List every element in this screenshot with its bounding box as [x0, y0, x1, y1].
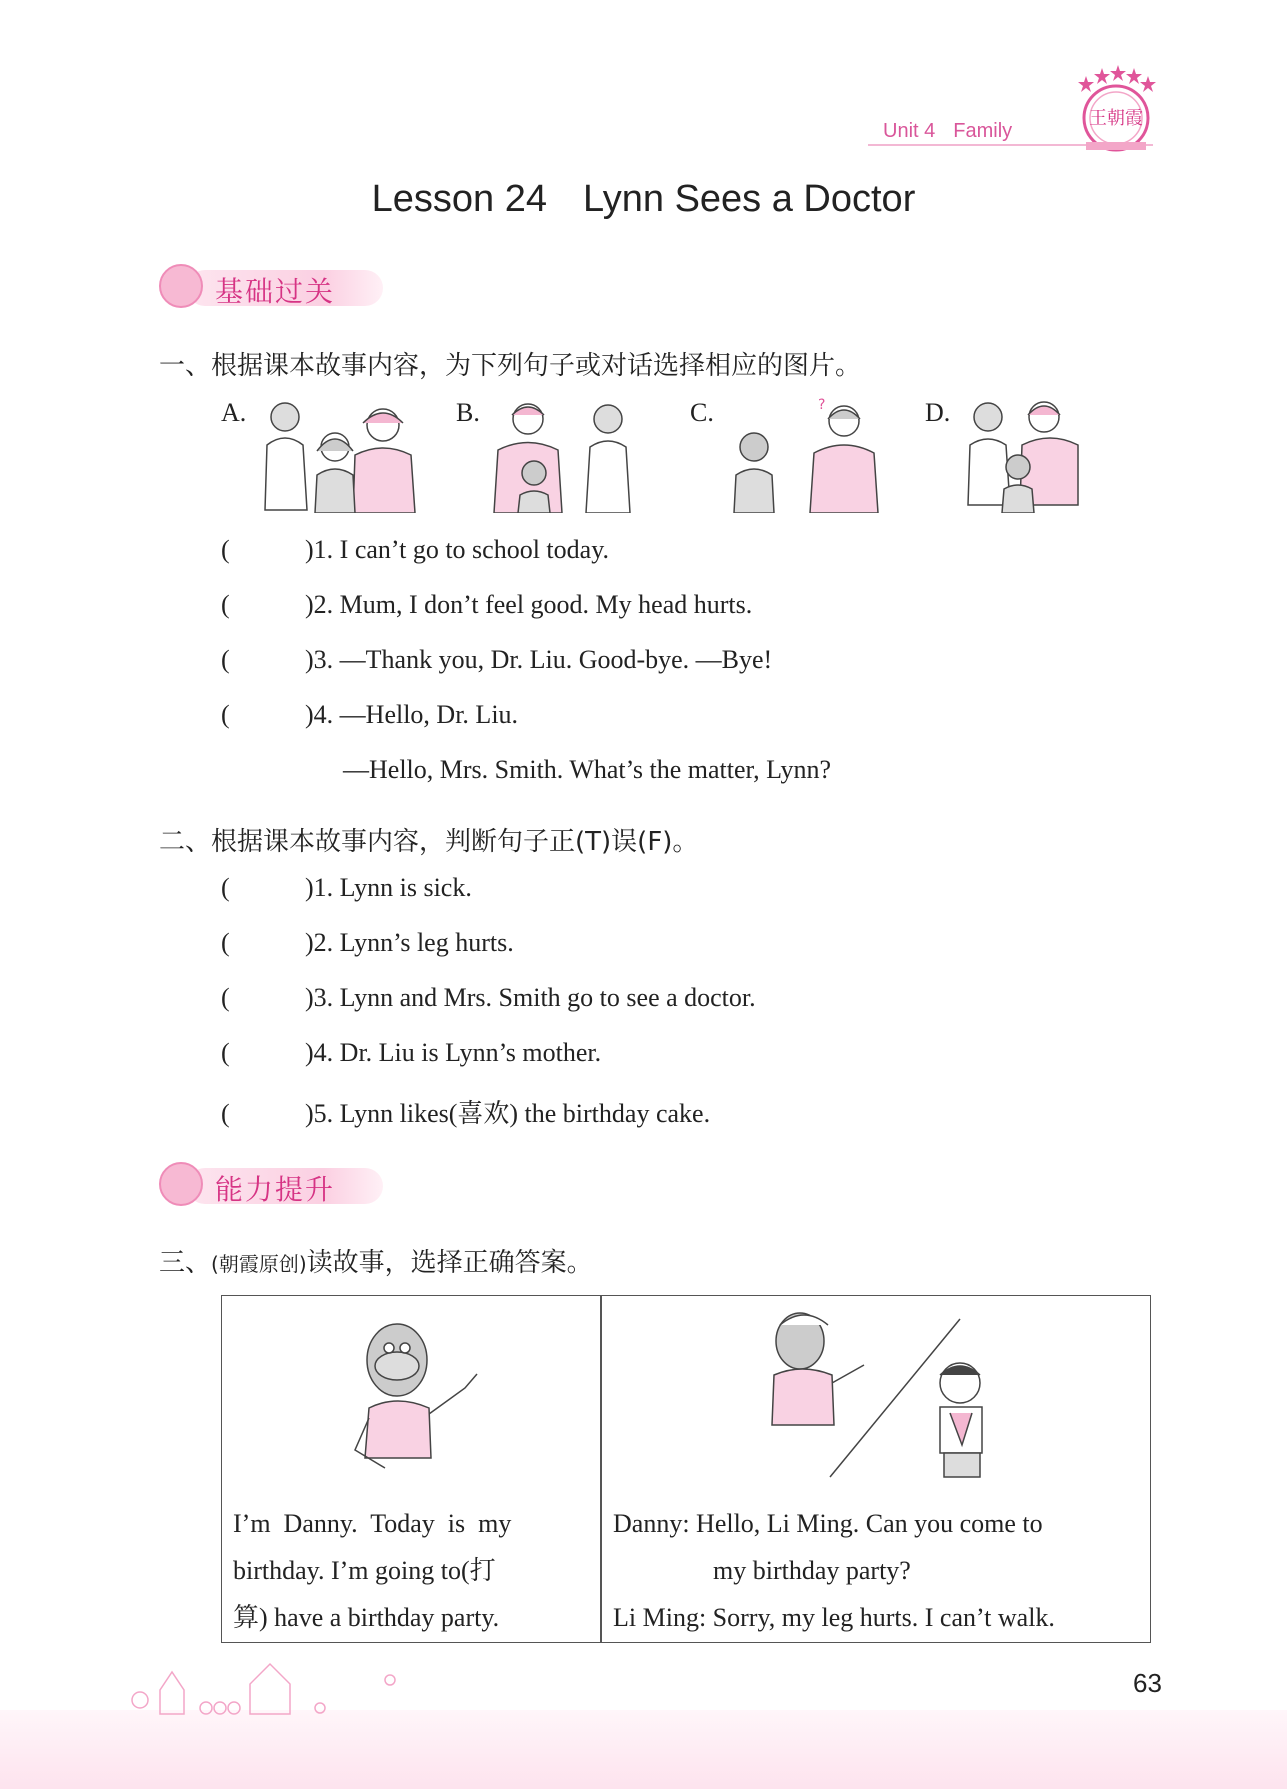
question-3-heading: 三、(朝霞原创)读故事，选择正确答案。 [159, 1248, 593, 1278]
answer-blank[interactable]: ( [221, 1038, 230, 1067]
logo-text: 王朝霞 [1089, 108, 1143, 129]
q1-item-3: ( )3. —Thank you, Dr. Liu. Good-bye. —Bye! [221, 645, 773, 674]
teacher-face-icon [159, 264, 203, 308]
q2-item-5: ( )5. Lynn likes(喜欢) the birthday cake. [221, 1099, 711, 1128]
svg-text:?: ? [818, 397, 826, 413]
teacher-face-icon [159, 1162, 203, 1206]
answer-blank[interactable]: ( [221, 645, 230, 674]
picture-a-doctor-visit [255, 395, 420, 513]
q1-item-1: ( )1. I can’t go to school today. [221, 535, 610, 564]
option-a-label: A. [221, 398, 247, 427]
section-advanced-pill [159, 1162, 379, 1208]
section-basic-label: 基础过关 [215, 275, 336, 308]
danny-waving-illustration [335, 1318, 485, 1478]
picture-b-greeting [490, 395, 650, 513]
q2-item-1: ( )1. Lynn is sick. [221, 873, 472, 902]
q1-item-4-reply: —Hello, Mrs. Smith. What’s the matter, Lynn? [343, 755, 832, 784]
q1-item-4: ( )4. —Hello, Dr. Liu. [221, 700, 519, 729]
footer-band [0, 1710, 1287, 1789]
story-right-dialogue: Danny: Hello, Li Ming. Can you come to my birthday party? Li Ming: Sorry, my leg hurts. I can’t walk. [613, 1509, 1055, 1632]
section-advanced-label: 能力提升 [215, 1173, 336, 1206]
q1-item-2: ( )2. Mum, I don’t feel good. My head hurts. [221, 590, 753, 619]
q2-item-3: ( )3. Lynn and Mrs. Smith go to see a doctor. [221, 983, 756, 1012]
answer-blank[interactable]: ( [221, 700, 230, 729]
unit-topic: Family [953, 120, 1013, 142]
lesson-number: Lesson 24 [371, 178, 548, 220]
story-divider [600, 1295, 602, 1643]
option-b-label: B. [456, 398, 480, 427]
question-2-heading: 二、根据课本故事内容，判断句子正(T)误(F)。 [159, 827, 699, 857]
answer-blank[interactable]: ( [221, 1099, 230, 1128]
page-title [0, 178, 1287, 221]
answer-blank[interactable]: ( [221, 928, 230, 957]
option-c-label: C. [690, 398, 714, 427]
answer-blank[interactable]: ( [221, 873, 230, 902]
answer-blank[interactable]: ( [221, 590, 230, 619]
picture-c-sick-girl [722, 395, 887, 513]
q2-item-2: ( )2. Lynn’s leg hurts. [221, 928, 514, 957]
option-d-label: D. [925, 398, 951, 427]
question-1-heading: 一、根据课本故事内容，为下列句子或对话选择相应的图片。 [159, 351, 862, 381]
unit-header [883, 120, 1030, 143]
unit-label: Unit 4 [883, 120, 936, 142]
lesson-name: Lynn Sees a Doctor [583, 178, 916, 220]
answer-blank[interactable]: ( [221, 983, 230, 1012]
phone-call-illustration [740, 1305, 1020, 1495]
answer-blank[interactable]: ( [221, 535, 230, 564]
original-tag: (朝霞原创) [211, 1252, 307, 1276]
story-left-text: I’m Danny. Today is my birthday. I’m going to(打 算) have a birthday party. [233, 1509, 512, 1632]
brand-logo [1072, 62, 1160, 154]
picture-d-checkup [960, 395, 1080, 513]
page-number: 63 [1133, 1668, 1162, 1698]
castle-decoration [120, 1650, 400, 1720]
section-basic-pill [159, 264, 379, 310]
q2-item-4: ( )4. Dr. Liu is Lynn’s mother. [221, 1038, 602, 1067]
